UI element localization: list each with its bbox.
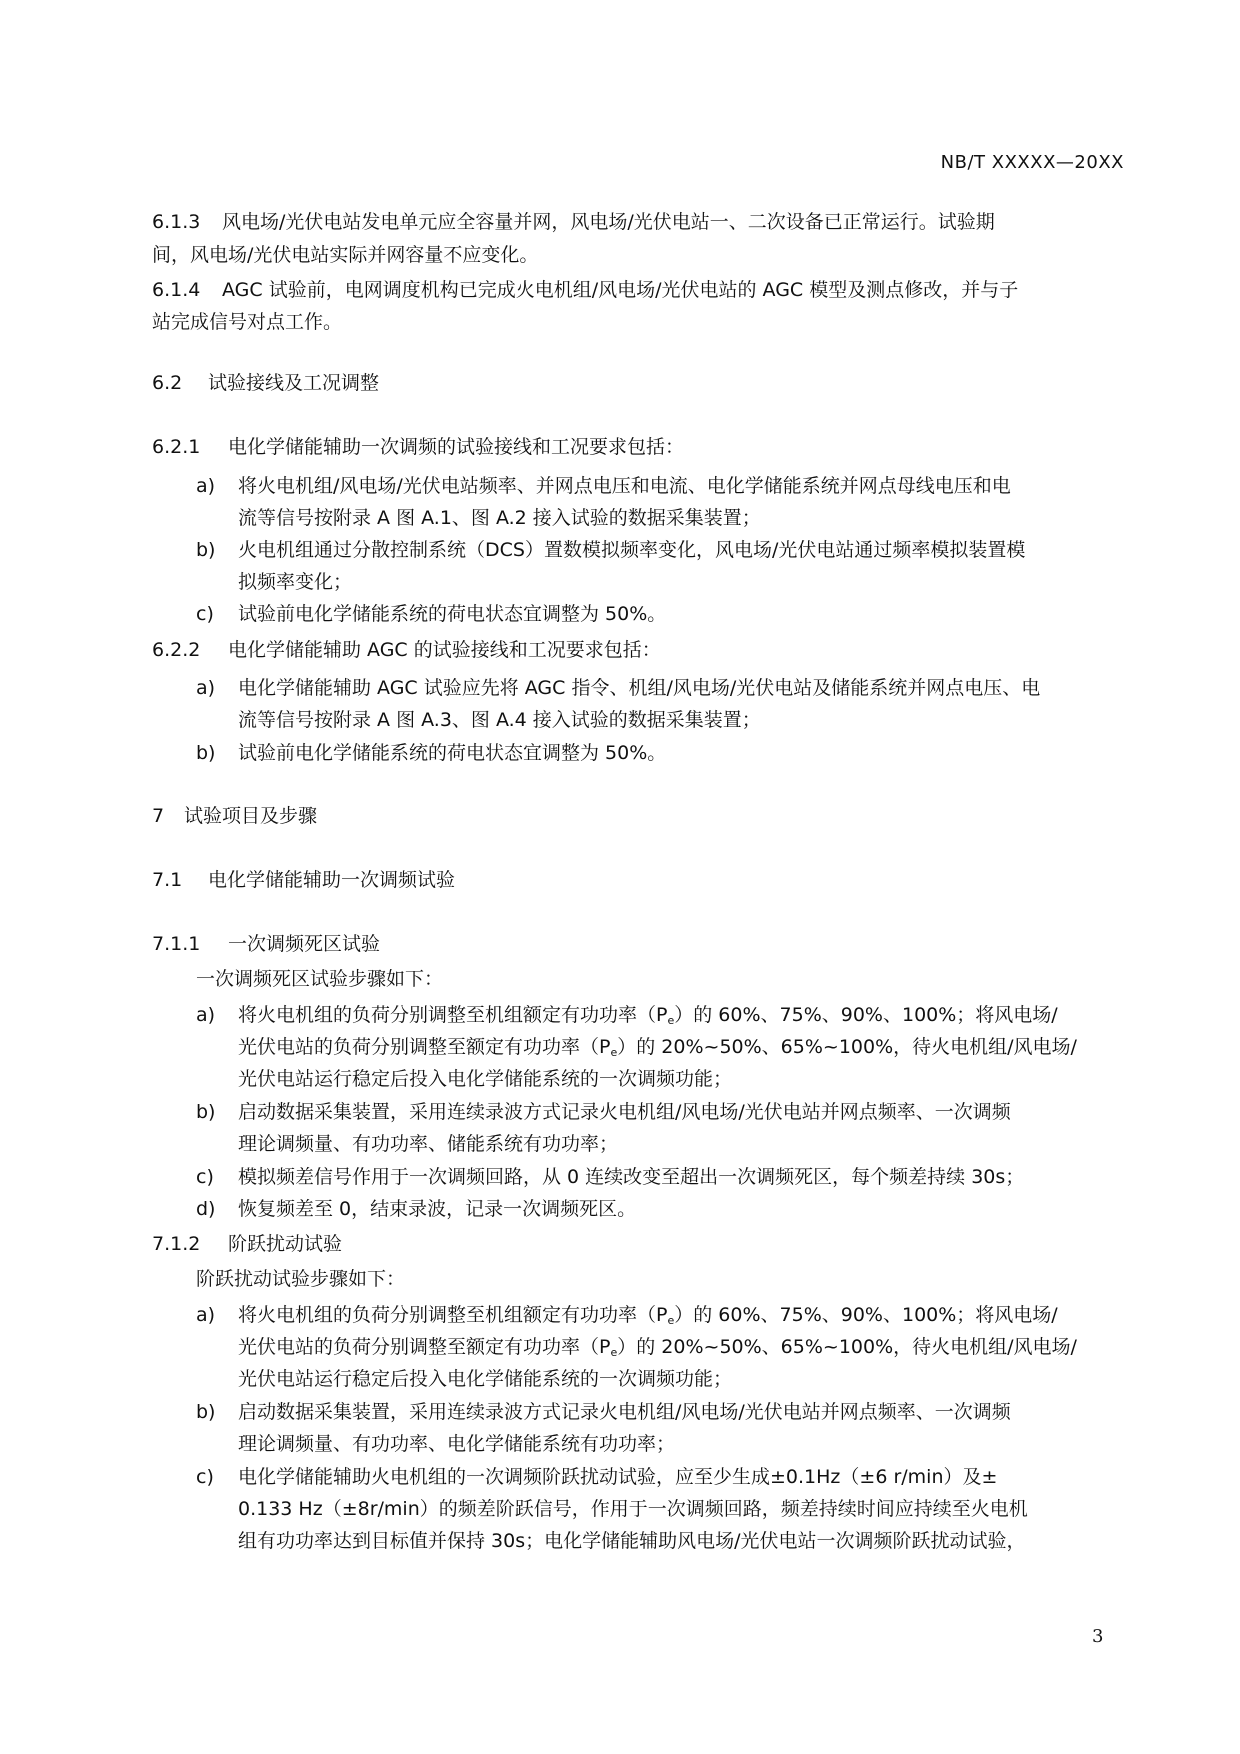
clause-6-2-2	[152, 641, 661, 660]
clause-text: 电化学储能辅助 AGC 的试验接线和工况要求包括：	[228, 639, 661, 661]
clause-7-1-2	[152, 1235, 342, 1254]
chapter-title: 试验项目及步骤	[184, 805, 318, 827]
clause-number: 6.1.4	[152, 279, 201, 301]
clause-text-cont: 间，风电场/光伏电站实际并网容量不应变化。	[152, 244, 539, 266]
section-title: 试验接线及工况调整	[208, 372, 380, 394]
document-code: NB/T XXXXX—20XX	[940, 152, 1124, 173]
clause-text: 电化学储能辅助一次调频的试验接线和工况要求包括：	[228, 436, 685, 458]
section-7-1-heading	[152, 871, 455, 890]
chapter-7-heading	[152, 807, 317, 826]
chapter-number: 7	[152, 805, 165, 827]
section-6-2-heading	[152, 374, 379, 393]
clause-number: 7.1.2	[152, 1233, 201, 1255]
clause-text: 风电场/光伏电站发电单元应全容量并网，风电场/光伏电站一、二次设备已正常运行。试验期	[222, 211, 995, 233]
clause-7-1-1	[152, 935, 380, 954]
clause-text-cont: 站完成信号对点工作。	[152, 311, 343, 333]
clause-intro: 阶跃扰动试验步骤如下：	[196, 1268, 406, 1290]
clause-intro: 一次调频死区试验步骤如下：	[196, 968, 444, 990]
clause-number: 6.1.3	[152, 211, 201, 233]
clause-6-1-3	[152, 213, 995, 232]
clause-text: AGC 试验前，电网调度机构已完成火电机组/风电场/光伏电站的 AGC 模型及测点修改，并与子	[222, 279, 1019, 301]
clause-number: 6.2.2	[152, 639, 201, 661]
section-number: 6.2	[152, 372, 183, 394]
section-title: 电化学储能辅助一次调频试验	[208, 869, 456, 891]
clause-title: 阶跃扰动试验	[228, 1233, 343, 1255]
clause-6-1-4	[152, 281, 1018, 300]
clause-6-2-1	[152, 438, 684, 457]
clause-number: 6.2.1	[152, 436, 201, 458]
clause-number: 7.1.1	[152, 933, 201, 955]
section-number: 7.1	[152, 869, 183, 891]
clause-title: 一次调频死区试验	[228, 933, 381, 955]
page-number: 3	[1092, 1626, 1104, 1647]
